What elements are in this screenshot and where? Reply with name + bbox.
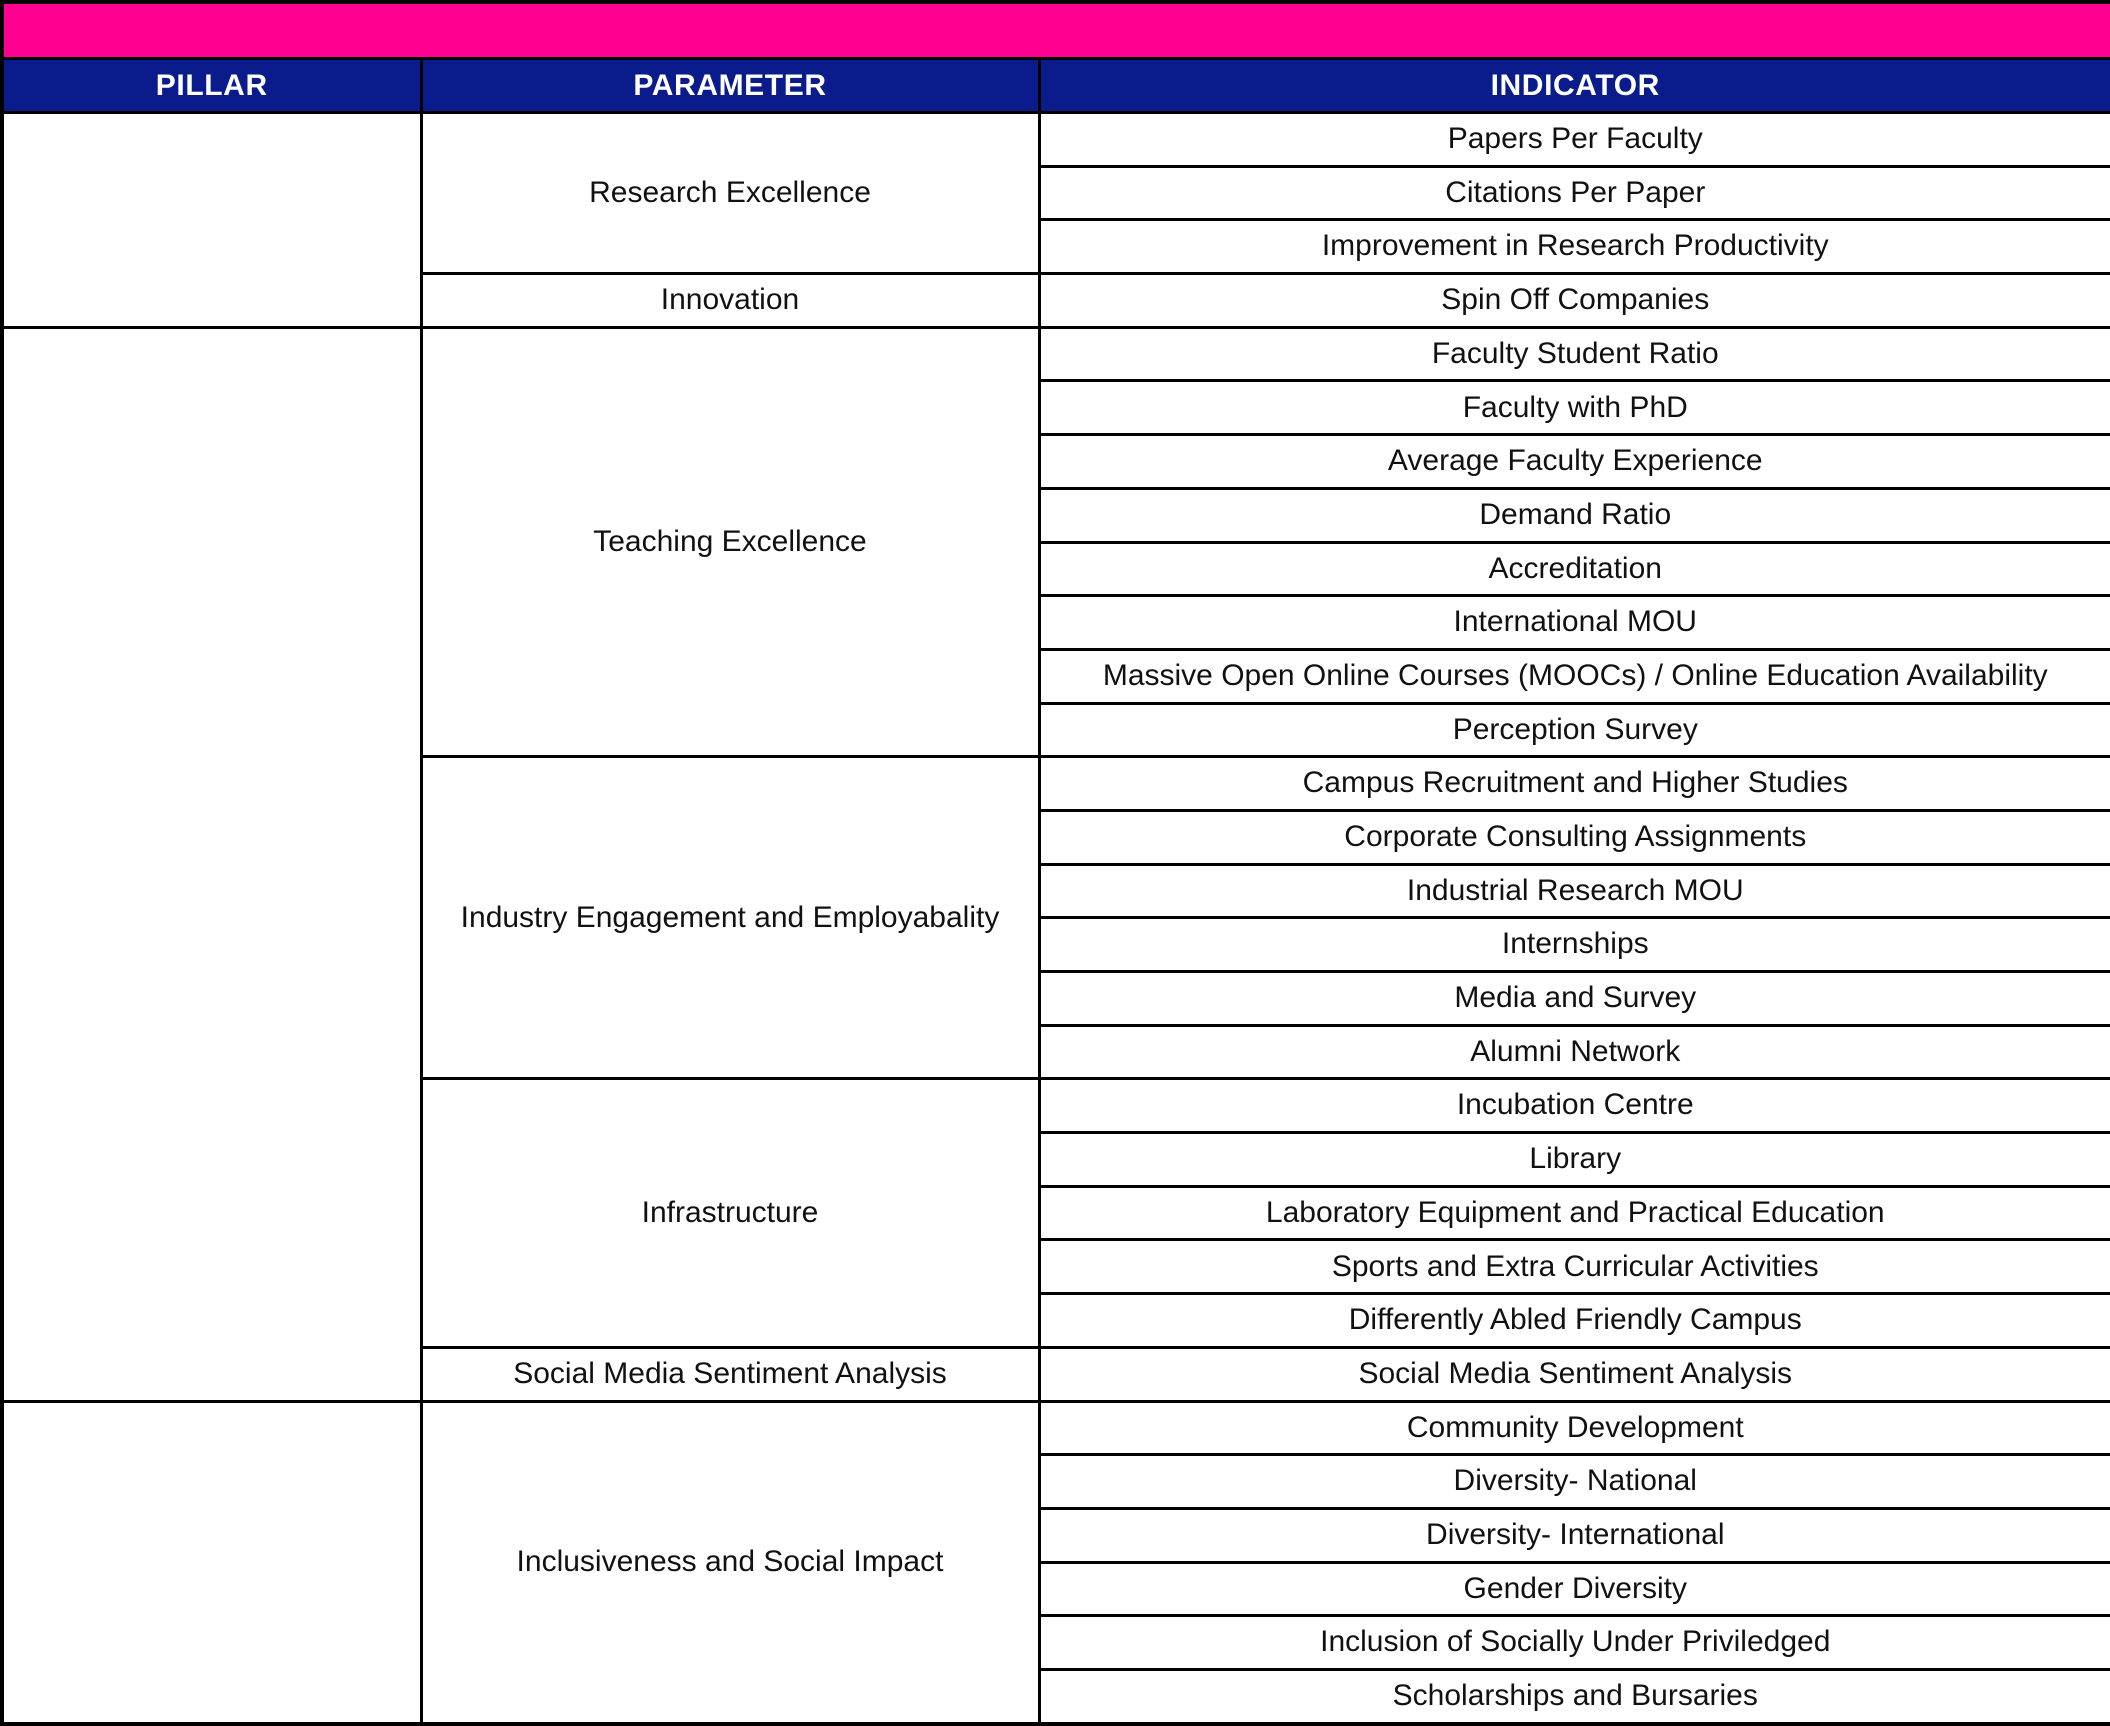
indicator-cell: Average Faculty Experience [1039,435,2110,489]
indicator-cell: Improvement in Research Productivity [1039,220,2110,274]
parameter-cell: Infrastructure [421,1079,1039,1347]
indicator-cell: Library [1039,1133,2110,1187]
indicator-cell: Accreditation [1039,542,2110,596]
parameter-cell: Research Excellence [421,113,1039,274]
indicator-cell: Diversity- International [1039,1508,2110,1562]
parameter-cell: Innovation [421,274,1039,328]
indicator-cell: Faculty Student Ratio [1039,327,2110,381]
indicator-cell: Scholarships and Bursaries [1039,1669,2110,1724]
indicator-cell: Demand Ratio [1039,488,2110,542]
indicator-cell: International MOU [1039,596,2110,650]
table-row [2,113,2110,167]
table-row [2,327,2110,381]
indicator-cell: Media and Survey [1039,972,2110,1026]
indicator-cell: Differently Abled Friendly Campus [1039,1294,2110,1348]
parameter-cell: Industry Engagement and Employabality [421,757,1039,1079]
pillar-cell: Social Inclusion [2,1401,421,1724]
indicator-cell: Spin Off Companies [1039,274,2110,328]
indicator-cell: Citations Per Paper [1039,166,2110,220]
parameter-cell: Inclusiveness and Social Impact [421,1401,1039,1724]
indicator-cell: Diversity- National [1039,1455,2110,1509]
indicator-cell: Alumni Network [1039,1025,2110,1079]
top-banner [2,2,2110,59]
pillar-cell: Knowledge Dissemination [2,327,421,1401]
indicator-cell: Campus Recruitment and Higher Studies [1039,757,2110,811]
indicator-cell: Gender Diversity [1039,1562,2110,1616]
indicator-cell: Sports and Extra Curricular Activities [1039,1240,2110,1294]
indicator-cell: Incubation Centre [1039,1079,2110,1133]
indicator-cell: Social Media Sentiment Analysis [1039,1347,2110,1401]
indicator-cell: Industrial Research MOU [1039,864,2110,918]
column-header-row [2,59,2110,113]
indicator-cell: Faculty with PhD [1039,381,2110,435]
indicator-cell: Inclusion of Socially Under Priviledged [1039,1616,2110,1670]
column-header-pillar: PILLAR [2,59,421,113]
indicator-cell: Massive Open Online Courses (MOOCs) / Online Education Availability [1039,649,2110,703]
parameter-cell: Teaching Excellence [421,327,1039,757]
table-row [2,1401,2110,1455]
indicator-cell: Corporate Consulting Assignments [1039,810,2110,864]
parameter-cell: Social Media Sentiment Analysis [421,1347,1039,1401]
top-banner-row [2,2,2110,59]
indicator-cell: Laboratory Equipment and Practical Education [1039,1186,2110,1240]
indicator-cell: Community Development [1039,1401,2110,1455]
indicator-cell: Perception Survey [1039,703,2110,757]
indicator-cell: Papers Per Faculty [1039,113,2110,167]
pillar-cell: Knowledge Creation [2,113,421,328]
column-header-parameter: PARAMETER [421,59,1039,113]
indicator-cell: Internships [1039,918,2110,972]
column-header-indicator: INDICATOR [1039,59,2110,113]
